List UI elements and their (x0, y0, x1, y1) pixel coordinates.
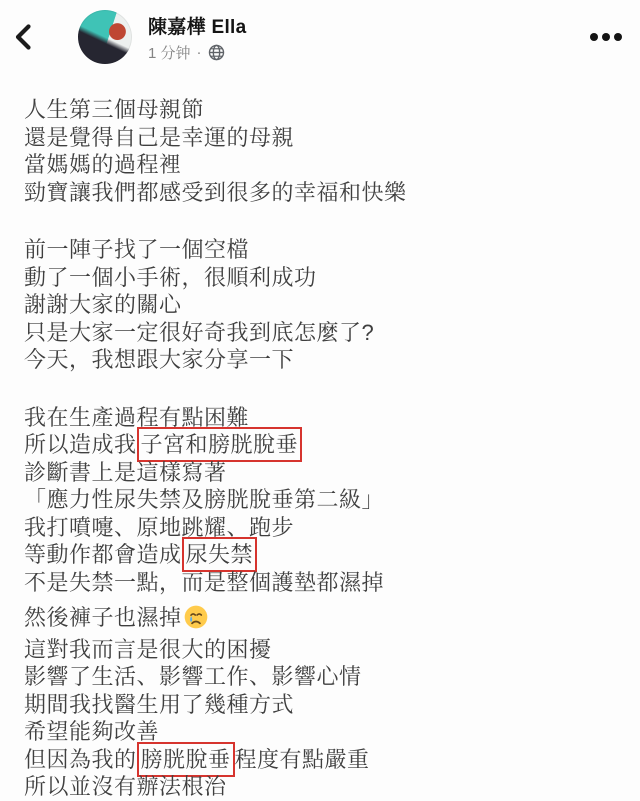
post-line (24, 431, 616, 459)
post-line (24, 541, 616, 569)
chevron-left-icon (12, 23, 34, 51)
highlighted-text: 子宮和膀胱脫垂 (137, 427, 303, 462)
post-text: 影響了生活、影響工作、影響心情 (24, 664, 362, 689)
post-text: 但因為我的 (24, 746, 137, 772)
post-line (24, 604, 616, 636)
post-line (24, 291, 616, 319)
post-text: 勁寶讓我們都感受到很多的幸福和快樂 (24, 179, 407, 205)
post-text: 期間我找醫生用了幾種方式 (24, 691, 295, 717)
post-line (24, 264, 616, 292)
post-meta (148, 42, 246, 63)
post-text: 程度有點嚴重 (234, 746, 370, 772)
post-line (24, 236, 616, 264)
ellipsis-icon (614, 33, 622, 41)
post-text: 然後褲子也濕掉 (24, 605, 182, 630)
post-line (24, 746, 616, 774)
post-text: 我在生產過程有點困難 (24, 404, 250, 430)
post-paragraph (24, 604, 616, 801)
post-text: 謝謝大家的關心 (24, 292, 182, 317)
post-text: 所以造成我 (24, 432, 137, 457)
highlighted-text: 膀胱脫垂 (137, 742, 235, 777)
post-header (0, 0, 640, 74)
post-line (24, 96, 616, 124)
post-line (24, 718, 616, 746)
post-paragraph (24, 236, 616, 374)
post-paragraph (24, 404, 616, 597)
post-text: 今天，我想跟大家分享一下 (24, 347, 295, 372)
post-line (24, 569, 616, 597)
post-text: 診斷書上是這樣寫著 (24, 459, 227, 485)
post-line (24, 151, 616, 179)
post-text: 不是失禁一點，而是整個護墊都濕掉 (24, 569, 385, 595)
post-line (24, 179, 616, 207)
post-line (24, 124, 616, 152)
avatar[interactable] (78, 10, 132, 64)
post-line (24, 459, 616, 487)
post-paragraph (24, 96, 616, 206)
profile-name[interactable]: 陳嘉樺 Ella (148, 16, 247, 38)
post-line (24, 486, 616, 514)
post-text: 希望能夠改善 (24, 719, 160, 744)
ellipsis-icon (602, 33, 610, 41)
post-body (0, 74, 640, 801)
meta-separator: · (196, 43, 202, 61)
crying-face-emoji (184, 605, 208, 636)
post-text: 這對我而言是很大的困擾 (24, 636, 272, 662)
post-text: 只是大家一定很好奇我到底怎麼了? (24, 319, 375, 345)
post-line (24, 636, 616, 664)
post-text: 動了一個小手術，很順利成功 (24, 264, 317, 290)
post-text: 還是覺得自己是幸運的母親 (24, 124, 295, 150)
header-text-block (148, 12, 246, 63)
post-line (24, 404, 616, 432)
back-button[interactable] (12, 17, 44, 57)
post-text: 等動作都會造成 (24, 542, 182, 567)
post-line (24, 319, 616, 347)
post-line (24, 773, 616, 801)
post-line (24, 663, 616, 691)
timestamp: 1 分钟 (148, 44, 191, 62)
post-text: 前一陣子找了一個空檔 (24, 237, 250, 262)
post-text: 當媽媽的過程裡 (24, 152, 182, 177)
post-line (24, 346, 616, 374)
ellipsis-icon (590, 33, 598, 41)
post-text: 人生第三個母親節 (24, 97, 205, 122)
post-line (24, 691, 616, 719)
post-line (24, 514, 616, 542)
more-options-button[interactable] (588, 23, 624, 51)
highlighted-text: 尿失禁 (182, 537, 258, 572)
post-text: 「應力性尿失禁及膀胱脫垂第二級」 (24, 487, 385, 512)
post-text: 所以並沒有辦法根治 (24, 774, 227, 799)
post-text: 我打噴嚏、原地跳耀、跑步 (24, 514, 295, 540)
globe-icon (208, 44, 225, 61)
